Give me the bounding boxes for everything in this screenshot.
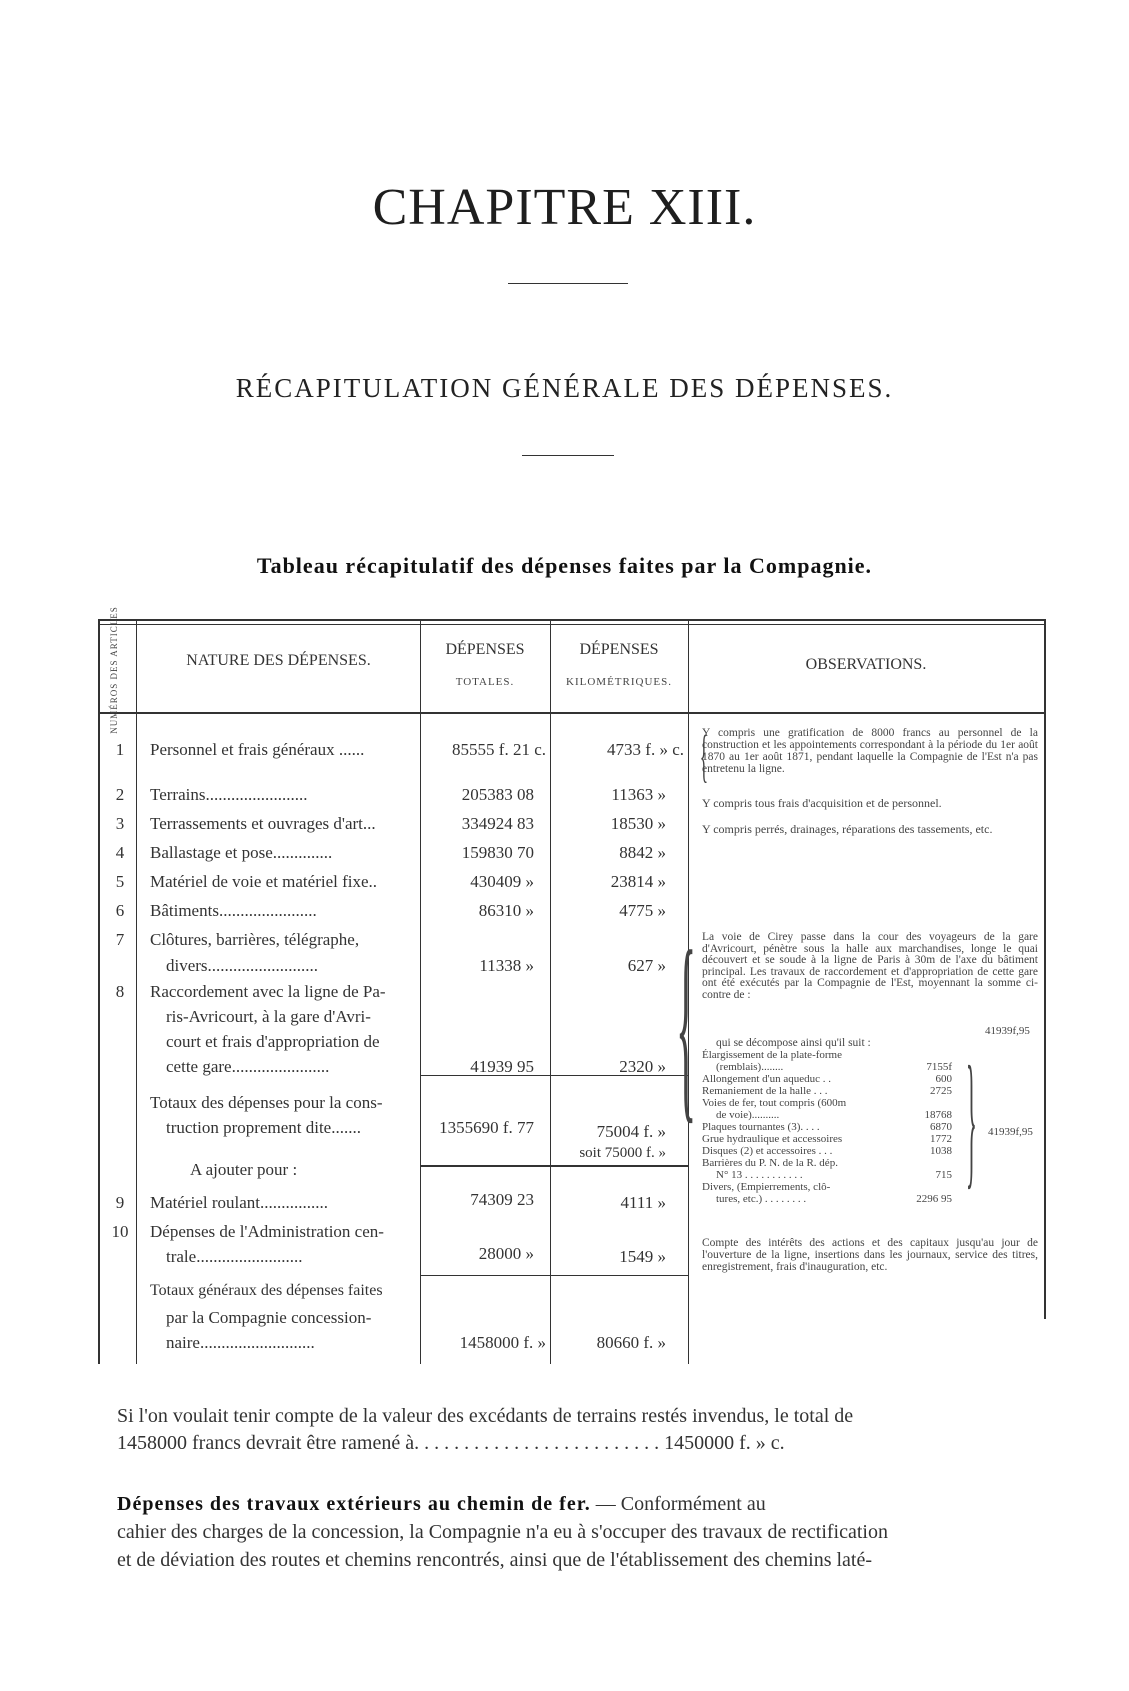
col-divider-3 bbox=[550, 619, 551, 1364]
breakdown-row bbox=[702, 1133, 952, 1145]
breakdown-label: Plaques tournantes (3). . . . bbox=[702, 1121, 820, 1133]
row-10-km: 1549 » bbox=[619, 1247, 666, 1266]
breakdown-value: 18768 bbox=[924, 1109, 952, 1121]
breakdown-value: 715 bbox=[935, 1169, 952, 1181]
row-9-number: 9 bbox=[115, 1193, 125, 1212]
breakdown-row bbox=[702, 1109, 952, 1121]
breakdown-row bbox=[702, 1169, 952, 1181]
obs-2-text: Y compris tous frais d'acquisition et de personnel. bbox=[702, 796, 942, 810]
row-1-total: 85555 f. 21 c. bbox=[452, 740, 546, 759]
header-observations: OBSERVATIONS. bbox=[805, 656, 927, 673]
breakdown-value: 1772 bbox=[930, 1133, 952, 1145]
header-kilometriques: KILOMÉTRIQUES. bbox=[566, 676, 672, 688]
breakdown-row bbox=[702, 1145, 952, 1157]
breakdown-row bbox=[702, 1181, 952, 1193]
breakdown-label: Élargissement de la plate-forme bbox=[702, 1049, 842, 1061]
row-9-km: 4111 » bbox=[620, 1193, 666, 1212]
row-10-label-line1: Dépenses de l'Administration cen- bbox=[150, 1222, 384, 1241]
obs-7-brace: { bbox=[676, 909, 697, 1141]
row-1-label: Personnel et frais généraux ...... bbox=[150, 740, 365, 759]
row-6-total: 86310 » bbox=[478, 901, 534, 920]
breakdown-label: de voie).......... bbox=[716, 1109, 780, 1121]
header-depenses-totales: DÉPENSES bbox=[445, 641, 525, 658]
totals-construction-label-line2: truction proprement dite....... bbox=[166, 1118, 361, 1137]
obs-3-text: Y compris perrés, drainages, réparations des tassements, etc. bbox=[702, 822, 993, 836]
subtotal-line-bottom bbox=[420, 1165, 688, 1167]
breakdown-total: 41939f,95 bbox=[988, 1126, 1033, 1138]
row-6-label: Bâtiments....................... bbox=[150, 901, 317, 920]
row-3-total: 334924 83 bbox=[461, 814, 534, 833]
row-8-label-line3: court et frais d'appropriation de bbox=[166, 1032, 380, 1051]
header-totales: TOTALES. bbox=[455, 676, 515, 688]
paragraph-2-rest: — Conformément au bbox=[590, 1493, 766, 1515]
row-3-km: 18530 » bbox=[610, 814, 666, 833]
grand-totals-label-line1: Totaux généraux des dépenses faites bbox=[150, 1282, 383, 1299]
obs-7-text: La voie de Cirey passe dans la cour des voyageurs de la gare d'Avricourt, pénètre sous la halle aux marchandises, longe le quai découvert et se soude à la ligne de Paris à 30m de l'axe du bâtiment principal. Les travaux de raccordement et d'appropriation de cette gare ont été exécutés par la Compagnie de l'Est, moyennant la somme ci-contre de : bbox=[702, 931, 1038, 1001]
row-8-label-line2: ris-Avricourt, à la gare d'Avri- bbox=[166, 1007, 371, 1026]
row-5-total: 430409 » bbox=[470, 872, 534, 891]
row-4-total: 159830 70 bbox=[461, 843, 534, 862]
breakdown-row bbox=[702, 1157, 952, 1169]
row-1-number: 1 bbox=[115, 740, 125, 759]
breakdown-row bbox=[702, 1085, 952, 1097]
breakdown-list bbox=[702, 1049, 952, 1205]
row-7-km: 627 » bbox=[627, 956, 666, 975]
col-divider-1 bbox=[136, 619, 137, 1364]
row-8-km: 2320 » bbox=[619, 1057, 666, 1076]
totals-construction-label-line1: Totaux des dépenses pour la cons- bbox=[150, 1093, 383, 1112]
subtitle-rule bbox=[522, 455, 614, 456]
row-8-label-line4: cette gare....................... bbox=[166, 1057, 330, 1076]
paragraph-1-line2: 1458000 francs devrait être ramené à. . . . . . . . . . . . . . . . . . . . . . . . . 1450000 f. » c. bbox=[117, 1432, 785, 1454]
table-left-border bbox=[98, 619, 100, 1364]
section-title: RÉCAPITULATION GÉNÉRALE DES DÉPENSES. bbox=[235, 373, 894, 403]
totals-construction-km: 75004 f. » bbox=[596, 1122, 666, 1141]
paragraph-2-line3: et de déviation des routes et chemins rencontrés, ainsi que de l'établissement des chemins laté- bbox=[117, 1549, 873, 1571]
row-3-number: 3 bbox=[115, 814, 125, 833]
paragraph-2-heading: Dépenses des travaux extérieurs au chemin de fer. bbox=[117, 1493, 591, 1515]
row-2-label: Terrains........................ bbox=[150, 785, 308, 804]
row-3-label: Terrassements et ouvrages d'art... bbox=[150, 814, 376, 833]
breakdown-label: Allongement d'un aqueduc . . bbox=[702, 1073, 832, 1085]
breakdown-label: Barrières du P. N. de la R. dép. bbox=[702, 1157, 838, 1169]
row-10-total: 28000 » bbox=[478, 1244, 534, 1263]
breakdown-row bbox=[702, 1193, 952, 1205]
obs-1-text: Y compris une gratification de 8000 francs au personnel de la construction et les appointements correspondant à la période du 1er août 1870 au 1er août 1871, pendant laquelle la Compagnie de l'Est n'a pas entretenu la ligne. bbox=[702, 727, 1038, 775]
breakdown-row bbox=[702, 1097, 952, 1109]
header-numeros: NUMÉROS DES ARTICLES bbox=[109, 606, 119, 734]
row-2-total: 205383 08 bbox=[461, 785, 534, 804]
row-7-label-line1: Clôtures, barrières, télégraphe, bbox=[150, 930, 360, 949]
breakdown-row bbox=[702, 1121, 952, 1133]
row-7-total: 11338 » bbox=[479, 956, 534, 975]
obs-7-amount: 41939f,95 bbox=[985, 1025, 1030, 1037]
obs-10-text: Compte des intérêts des actions et des capitaux jusqu'au jour de l'ouverture de la ligne, insertions dans les journaux, service des titres, enregistrement, frais d'inauguration, etc. bbox=[702, 1237, 1038, 1273]
table-title: Tableau récapitulatif des dépenses faites par la Compagnie. bbox=[256, 553, 873, 578]
totals-construction-km-soit: soit 75000 f. » bbox=[579, 1145, 666, 1161]
table-top-border bbox=[98, 619, 1046, 621]
breakdown-label: tures, etc.) . . . . . . . . bbox=[716, 1193, 807, 1205]
paragraph-2-line1 bbox=[117, 1490, 1052, 1518]
row-6-km: 4775 » bbox=[619, 901, 666, 920]
table-top-border-inner bbox=[98, 624, 1046, 625]
row-7-label-line2: divers.......................... bbox=[166, 956, 319, 975]
row-4-label: Ballastage et pose.............. bbox=[150, 843, 333, 862]
row-5-number: 5 bbox=[115, 872, 125, 891]
header-depenses-km: DÉPENSES bbox=[579, 641, 659, 658]
row-9-label: Matériel roulant................ bbox=[150, 1193, 328, 1212]
breakdown-brace: } bbox=[966, 1036, 977, 1202]
breakdown-value: 600 bbox=[935, 1073, 952, 1085]
row-8-total: 41939 95 bbox=[470, 1057, 534, 1076]
row-1-km: 4733 f. » c. bbox=[607, 740, 684, 759]
breakdown-label: Divers, (Empierrements, clô- bbox=[702, 1181, 831, 1193]
breakdown-value: 2725 bbox=[930, 1085, 952, 1097]
breakdown-value: 2296 95 bbox=[916, 1193, 952, 1205]
grand-totals-total: 1458000 f. » bbox=[459, 1333, 546, 1352]
breakdown-row bbox=[702, 1049, 952, 1061]
breakdown-value: 1038 bbox=[930, 1145, 952, 1157]
row-10-label-line2: trale......................... bbox=[166, 1247, 303, 1266]
col-divider-2 bbox=[420, 619, 421, 1364]
breakdown-row bbox=[702, 1061, 952, 1073]
breakdown-value: 7155f bbox=[926, 1061, 952, 1073]
breakdown-row bbox=[702, 1073, 952, 1085]
row-4-km: 8842 » bbox=[619, 843, 666, 862]
obs-1-brace: { bbox=[699, 723, 709, 788]
row-5-km: 23814 » bbox=[610, 872, 666, 891]
obs-7-intro: qui se décompose ainsi qu'il suit : bbox=[716, 1037, 871, 1049]
row-10-number: 10 bbox=[111, 1222, 129, 1241]
breakdown-label: Grue hydraulique et accessoires bbox=[702, 1133, 843, 1145]
table-right-border bbox=[1044, 619, 1046, 1319]
row-8-label-line1: Raccordement avec la ligne de Pa- bbox=[150, 982, 386, 1001]
breakdown-value: 6870 bbox=[930, 1121, 952, 1133]
row-8-number: 8 bbox=[115, 982, 125, 1001]
a-ajouter-label: A ajouter pour : bbox=[190, 1160, 298, 1179]
grand-totals-label-line3: naire........................... bbox=[166, 1333, 315, 1352]
row-4-number: 4 bbox=[115, 843, 125, 862]
paragraph-2-line2: cahier des charges de la concession, la Compagnie n'a eu à s'occuper des travaux de rectification bbox=[117, 1521, 888, 1543]
header-bottom-border bbox=[98, 712, 1046, 714]
breakdown-label: (remblais)........ bbox=[716, 1061, 784, 1073]
breakdown-label: Voies de fer, tout compris (600m bbox=[702, 1097, 847, 1109]
chapter-title: CHAPITRE XIII. bbox=[372, 179, 757, 236]
grand-totals-label-line2: par la Compagnie concession- bbox=[166, 1308, 372, 1327]
row-2-km: 11363 » bbox=[611, 785, 666, 804]
paragraph-1-line1: Si l'on voulait tenir compte de la valeur des excédants de terrains restés invendus, le total de bbox=[117, 1405, 854, 1427]
bottom-row-line bbox=[420, 1275, 688, 1276]
row-6-number: 6 bbox=[115, 901, 125, 920]
breakdown-label: N° 13 . . . . . . . . . . . bbox=[716, 1169, 803, 1181]
grand-totals-km: 80660 f. » bbox=[596, 1333, 666, 1352]
row-7-number: 7 bbox=[115, 930, 125, 949]
totals-construction-total: 1355690 f. 77 bbox=[439, 1118, 534, 1137]
row-5-label: Matériel de voie et matériel fixe.. bbox=[150, 872, 378, 891]
row-2-number: 2 bbox=[115, 785, 125, 804]
row-9-total: 74309 23 bbox=[470, 1190, 534, 1209]
breakdown-label: Remaniement de la halle . . . bbox=[702, 1085, 828, 1097]
breakdown-label: Disques (2) et accessoires . . . bbox=[702, 1145, 833, 1157]
header-nature: NATURE DES DÉPENSES. bbox=[186, 652, 371, 669]
title-rule bbox=[508, 283, 628, 284]
